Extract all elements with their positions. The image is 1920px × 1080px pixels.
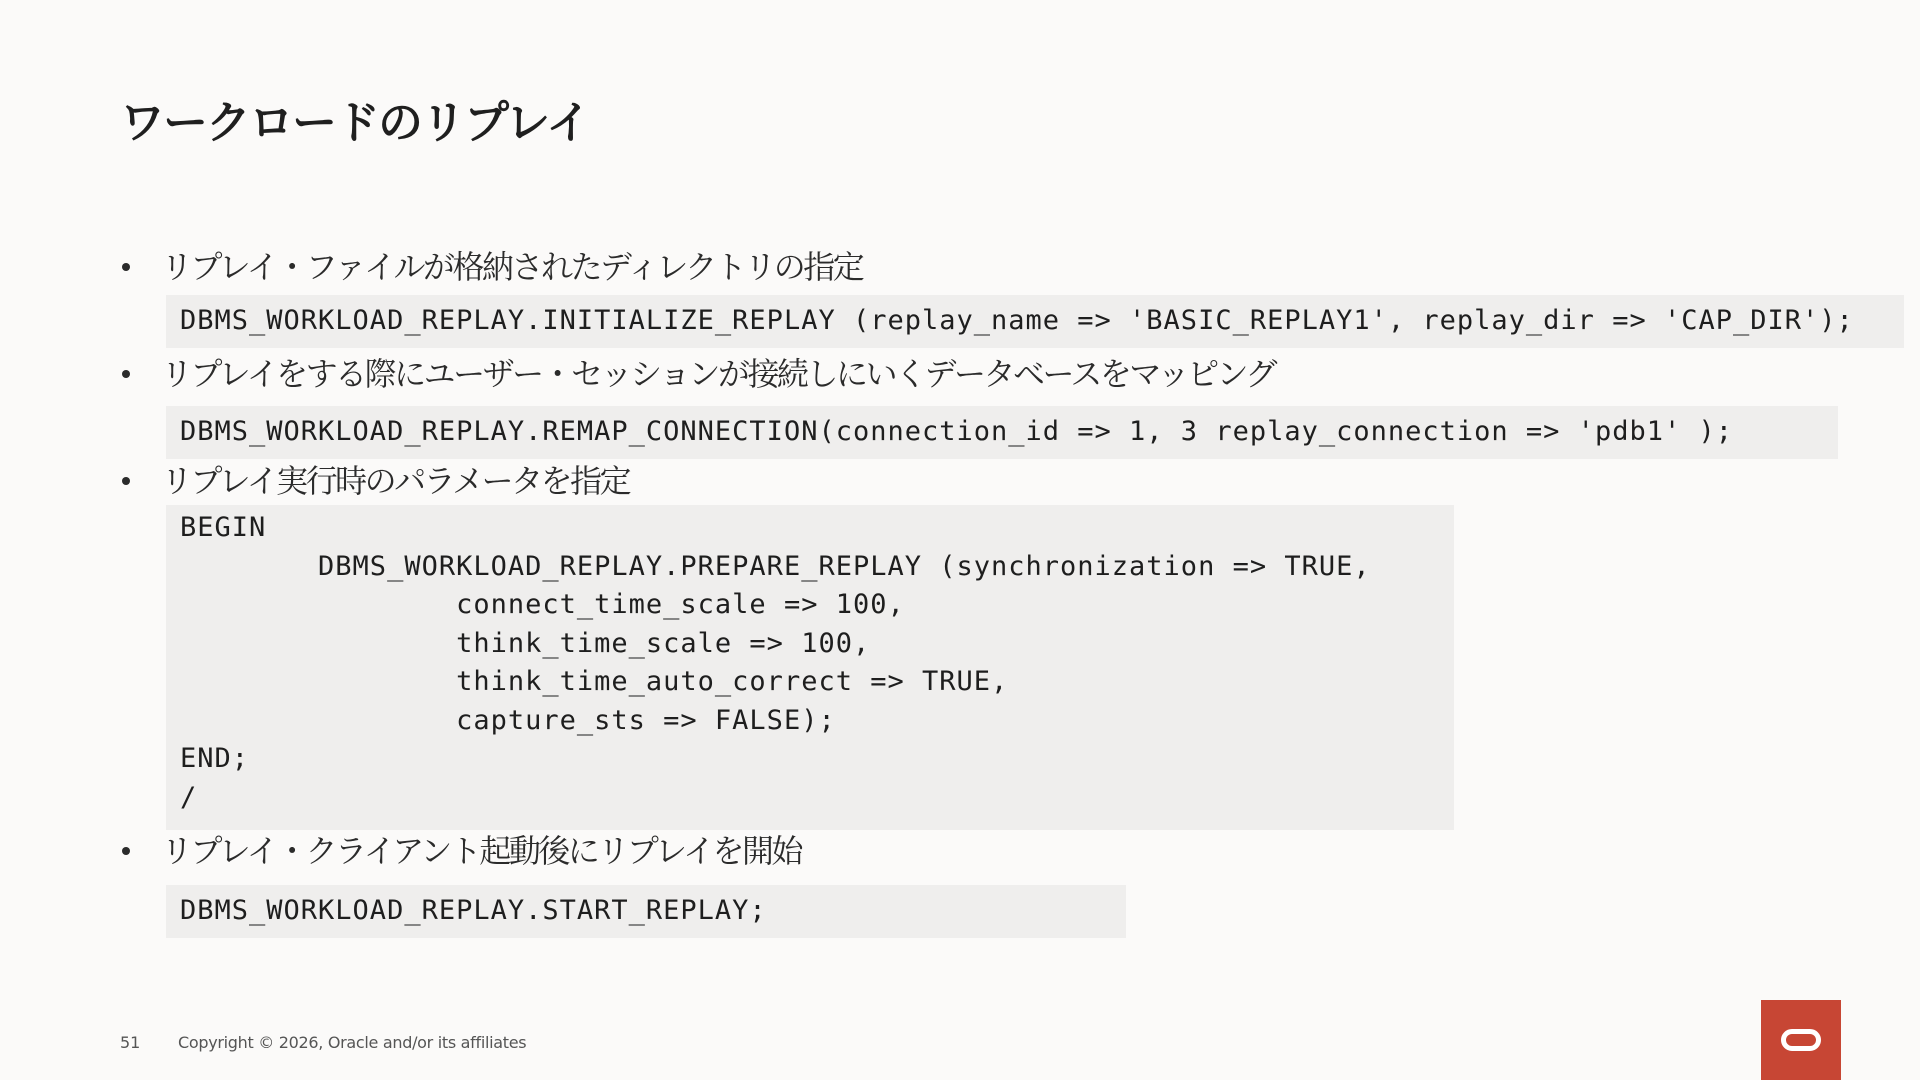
oracle-logo-icon (1761, 1000, 1841, 1080)
slide-title: ワークロードのリプレイ (120, 96, 589, 149)
bullet-dot-icon (122, 370, 130, 378)
bullet-item (118, 355, 1275, 393)
code-block: DBMS_WORKLOAD_REPLAY.REMAP_CONNECTION(connection_id => 1, 3 replay_connection => 'pdb1' ); (166, 406, 1838, 459)
bullet-text: リプレイ実行時のパラメータを指定 (161, 462, 630, 500)
bullet-text: リプレイ・クライアント起動後にリプレイを開始 (161, 832, 802, 870)
code-block: BEGIN DBMS_WORKLOAD_REPLAY.PREPARE_REPLAY (synchronization => TRUE, connect_time_scale => 100, think_time_scale => 100, think_time_auto_correct => TRUE, capture_sts => FALSE); END; / (166, 505, 1454, 830)
bullet-item (118, 248, 862, 286)
bullet-text: リプレイ・ファイルが格納されたディレクトリの指定 (161, 248, 863, 286)
code-block: DBMS_WORKLOAD_REPLAY.START_REPLAY; (166, 885, 1126, 938)
bullet-dot-icon (122, 263, 130, 271)
bullet-item (118, 462, 629, 500)
code-block: DBMS_WORKLOAD_REPLAY.INITIALIZE_REPLAY (replay_name => 'BASIC_REPLAY1', replay_dir => 'CAP_DIR'); (166, 295, 1904, 348)
bullet-text: リプレイをする際にユーザー・セッションが接続しにいくデータベースをマッピング (161, 355, 1275, 393)
copyright-text: Copyright © 2026, Oracle and/or its affiliates (178, 1033, 527, 1052)
bullet-dot-icon (122, 847, 130, 855)
logo-ring (1781, 1029, 1821, 1051)
bullet-item (118, 832, 801, 870)
bullet-dot-icon (122, 477, 130, 485)
page-number: 51 (120, 1033, 141, 1052)
